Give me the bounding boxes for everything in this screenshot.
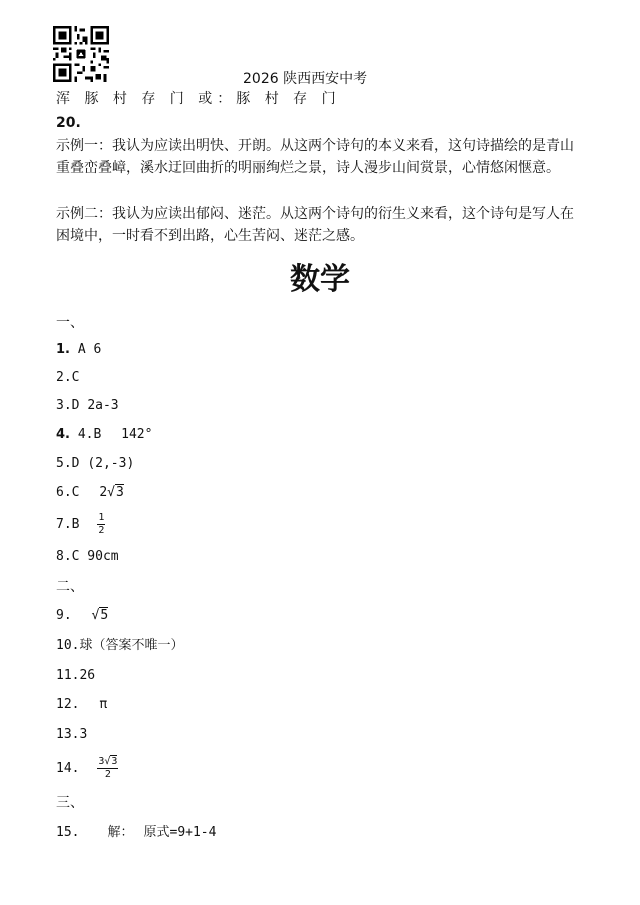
q9-answer: [91, 608, 108, 623]
math-title: 数学: [290, 262, 350, 297]
q7-numerator: 1: [98, 512, 105, 523]
sqrt-symbol: √: [107, 485, 115, 500]
q7-denominator: 2: [98, 525, 105, 536]
exam-header: 2026 陕西西安中考: [243, 71, 368, 87]
section-three: 三、: [56, 795, 84, 811]
q3-row: [56, 395, 119, 417]
q13-row: 13.3: [56, 727, 88, 742]
q7-fraction: [97, 512, 105, 537]
q6-answer: [99, 485, 123, 500]
q3-answer: 2a-3: [87, 398, 119, 413]
q9-num: 9.: [56, 608, 72, 623]
q14-numerator: 3√3: [98, 756, 118, 767]
q12-row: [56, 694, 107, 716]
q3-num: 3.D: [56, 398, 80, 413]
q14-coef: 3: [98, 756, 105, 767]
q11-row: 11.26: [56, 668, 96, 683]
q6-num: 6.C: [56, 485, 80, 500]
q15-label: 解：: [107, 825, 134, 840]
q2-row: 2.C: [56, 370, 80, 385]
q14-radicand: 3: [111, 756, 118, 767]
q14-denominator: 2: [104, 769, 111, 780]
qr-code: [53, 26, 109, 82]
q8-row: 8.C 90cm: [56, 549, 119, 564]
q5-row: [56, 453, 134, 475]
q14-num: 14.: [56, 761, 80, 776]
q9-row: [56, 605, 108, 627]
q14-row: [56, 756, 118, 781]
q10-row: 10.球（答案不唯一）: [56, 638, 184, 653]
q7-num: 7.B: [56, 517, 80, 532]
q19-answer: 浑 豚 村 存 门 或：豚 村 存 门: [56, 91, 341, 107]
q12-num: 12.: [56, 697, 80, 712]
q15-num: 15.: [56, 825, 80, 840]
q12-answer: π: [99, 697, 108, 712]
sqrt-symbol: √: [91, 608, 100, 623]
q1-num: 1.: [56, 342, 70, 357]
q4-mid: 4.B: [77, 427, 102, 442]
q6-coef: 2: [99, 485, 108, 500]
example-one: 示例一：我认为应读出明快、开朗。从这两个诗句的本义来看，这句诗描绘的是青山重叠峦叠嶂，溪水迂回曲折的明丽绚烂之景，诗人漫步山间赏景，心情悠闲惬意。: [56, 138, 574, 176]
q14-fraction: [97, 756, 118, 781]
section-one: 一、: [56, 315, 84, 331]
q20-number: 20.: [56, 115, 81, 131]
q7-row: [56, 512, 105, 537]
q15-answer: 原式=9+1-4: [143, 825, 217, 840]
q9-radicand: 5: [100, 608, 109, 623]
q4-row: [56, 424, 152, 446]
example-two: 示例二：我认为应读出郁闷、迷茫。从这两个诗句的衍生义来看，这个诗句是写人在困境中，一时看不到出路，心生苦闷、迷茫之感。: [56, 206, 574, 244]
q1-answer: A 6: [77, 342, 102, 357]
q6-row: [56, 482, 124, 504]
q6-radicand: 3: [115, 485, 124, 500]
q4-answer: 142°: [121, 427, 153, 442]
q5-num: 5.D: [56, 456, 80, 471]
q4-num: 4.: [56, 427, 70, 442]
q5-answer: (2,-3): [87, 456, 135, 471]
q1-row: [56, 339, 101, 361]
q15-row: [56, 822, 216, 844]
section-two: 二、: [56, 579, 84, 595]
